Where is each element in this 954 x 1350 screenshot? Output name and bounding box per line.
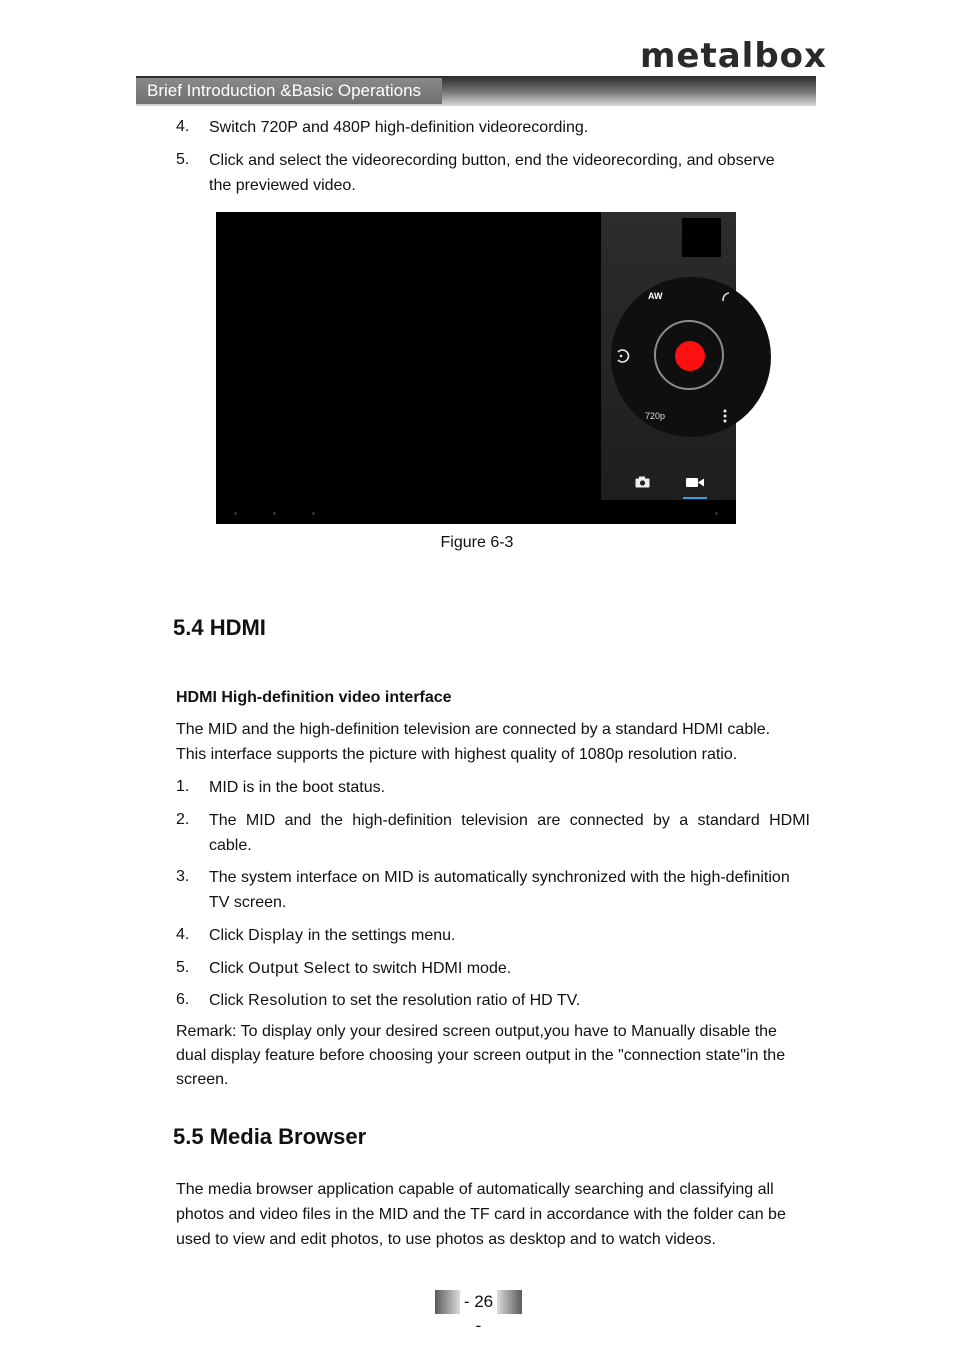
step-text: MID is in the boot status. bbox=[209, 779, 386, 796]
nav-dot bbox=[715, 512, 718, 515]
step-text: Click and select the videorecording button, end the videorecording, and observe bbox=[209, 152, 775, 169]
step-text: the previewed video. bbox=[209, 177, 356, 194]
step-text bbox=[209, 956, 511, 981]
video-mode-icon[interactable] bbox=[686, 475, 704, 486]
step-number: 4. bbox=[176, 118, 190, 135]
resolution-label[interactable]: 720p bbox=[645, 411, 666, 421]
step-text: TV screen. bbox=[209, 894, 287, 911]
paragraph-line: This interface supports the picture with highest quality of 1080p resolution ratio. bbox=[176, 746, 738, 763]
page-number-right-gradient bbox=[497, 1290, 522, 1314]
metalbox-logo bbox=[640, 36, 827, 76]
step-number: 3. bbox=[176, 868, 190, 885]
step-number: 1. bbox=[176, 778, 190, 795]
step-number: 2. bbox=[176, 811, 190, 828]
nav-dot bbox=[312, 512, 315, 515]
nav-dot bbox=[273, 512, 276, 515]
step-number: 5. bbox=[176, 959, 190, 976]
step-text-part: to switch HDMI mode. bbox=[350, 960, 512, 977]
step-text bbox=[209, 923, 455, 948]
step-text-part: Click bbox=[209, 992, 249, 1009]
step-text: cable. bbox=[209, 837, 252, 854]
step-text-part: in the settings menu. bbox=[303, 927, 456, 944]
menu-term: Resolution bbox=[248, 992, 328, 1009]
step-text-part: Click bbox=[209, 960, 249, 977]
white-balance-icon[interactable] bbox=[648, 290, 666, 302]
video-mode-indicator bbox=[683, 497, 707, 499]
svg-text:metalbox: metalbox bbox=[640, 36, 827, 76]
page-number-left-gradient bbox=[435, 1290, 460, 1314]
camera-screenshot bbox=[216, 212, 736, 524]
step-text: The MID and the high-definition television are connected by a standard HDMI bbox=[209, 812, 810, 829]
menu-term: Display bbox=[248, 927, 304, 944]
record-button[interactable] bbox=[675, 341, 705, 371]
step-text: Switch 720P and 480P high-definition videorecording. bbox=[209, 119, 589, 136]
step-text bbox=[209, 988, 580, 1013]
step-number: 5. bbox=[176, 151, 190, 168]
paragraph-line: used to view and edit photos, to use photos as desktop and to watch videos. bbox=[176, 1231, 716, 1248]
step-text: The system interface on MID is automatically synchronized with the high-definition bbox=[209, 869, 790, 886]
section-heading-hdmi: 5.4 HDMI bbox=[173, 615, 266, 640]
gallery-thumbnail[interactable] bbox=[682, 218, 721, 257]
figure-caption: Figure 6-3 bbox=[440, 534, 514, 551]
section-heading-media-browser: 5.5 Media Browser bbox=[173, 1124, 367, 1149]
step-text-part: Click bbox=[209, 927, 249, 944]
page-number: - 26 - bbox=[463, 1292, 494, 1335]
camera-mode-icon[interactable] bbox=[635, 475, 650, 487]
section-subheading: HDMI High-definition video interface bbox=[176, 689, 452, 706]
paragraph-line: photos and video files in the MID and the TF card in accordance with the folder can be bbox=[176, 1206, 786, 1223]
paragraph-line: The media browser application capable of automatically searching and classifying all bbox=[176, 1181, 774, 1198]
remark-line: screen. bbox=[176, 1071, 229, 1088]
remark-line: dual display feature before choosing your screen output in the "connection state"in the bbox=[176, 1047, 786, 1064]
step-number: 4. bbox=[176, 926, 190, 943]
timer-icon[interactable] bbox=[615, 348, 629, 364]
remark-line: Remark: To display only your desired screen output,you have to Manually disable the bbox=[176, 1023, 777, 1040]
white-balance-label: AW bbox=[648, 291, 663, 301]
paragraph-line: The MID and the high-definition television are connected by a standard HDMI cable. bbox=[176, 721, 771, 738]
step-text-part: to set the resolution ratio of HD TV. bbox=[327, 992, 581, 1009]
section-title: Brief Introduction &Basic Operations bbox=[136, 78, 442, 104]
more-options-icon[interactable] bbox=[723, 409, 727, 423]
step-number: 6. bbox=[176, 991, 190, 1008]
settings-arc-icon[interactable] bbox=[721, 290, 731, 302]
menu-term: Output Select bbox=[248, 960, 351, 977]
nav-dot bbox=[234, 512, 237, 515]
page-number-box bbox=[435, 1290, 522, 1335]
